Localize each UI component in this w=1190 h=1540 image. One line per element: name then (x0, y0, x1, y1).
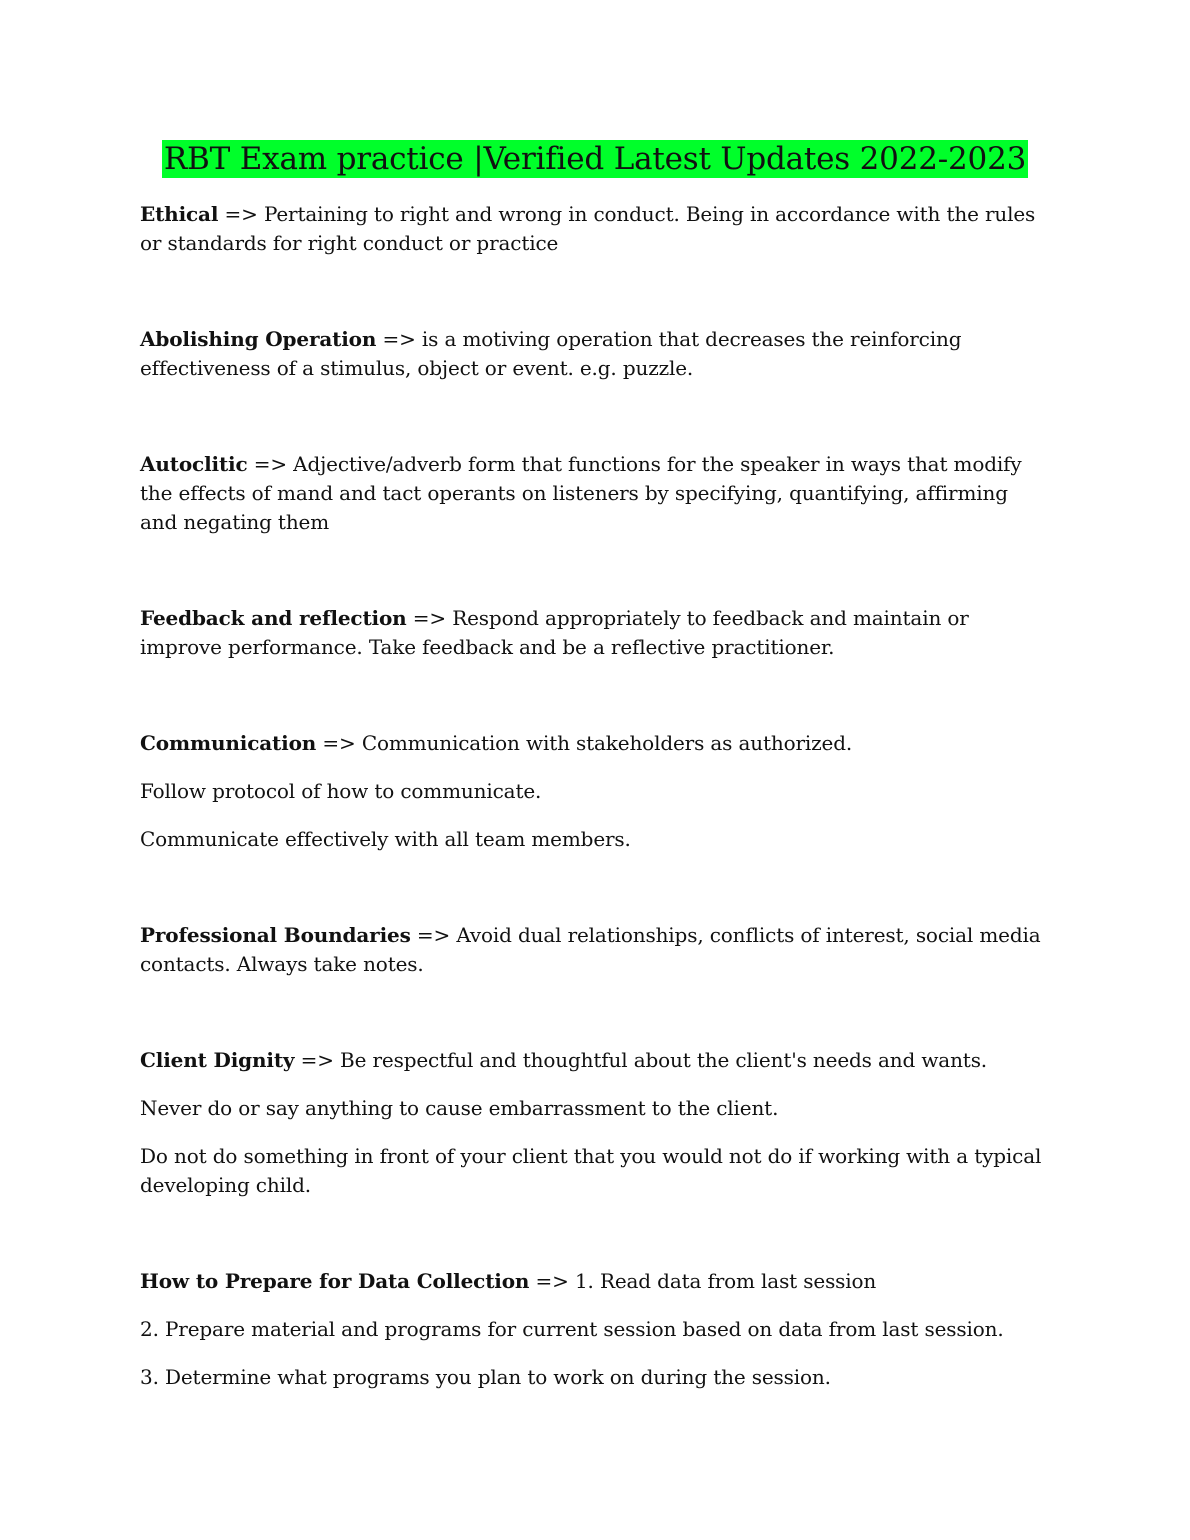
entry-separator: => (247, 452, 294, 476)
entry-paragraph: Communicate effectively with all team members. (140, 827, 631, 851)
entry-definition: Respond appropriately to feedback and maintain or improve performance. Take feedback and be a reflective practitioner. (140, 606, 969, 659)
entry-separator: => (529, 1269, 575, 1293)
entry-term: Professional Boundaries (140, 923, 411, 947)
entry (140, 325, 1050, 383)
entry-paragraph: Do not do something in front of your client that you would not do if working with a typical developing child. (140, 1144, 1042, 1197)
entry-separator: => (410, 923, 457, 947)
entry-first-paragraph (140, 1267, 1050, 1296)
entry-term: How to Prepare for Data Collection (140, 1269, 530, 1293)
entry (140, 1046, 1050, 1200)
entry-definition: Communication with stakeholders as authorized. (361, 731, 853, 755)
entry-separator: => (294, 1048, 341, 1072)
document-title: RBT Exam practice |Verified Latest Updates 2022-2023 (163, 141, 1027, 177)
title-container (0, 140, 1190, 178)
entry-first-paragraph (140, 325, 1050, 383)
entry-first-paragraph (140, 729, 1050, 758)
entry-separator: => (406, 606, 453, 630)
entry-definition: Be respectful and thoughtful about the client's needs and wants. (340, 1048, 988, 1072)
entry-paragraph: Never do or say anything to cause embarrassment to the client. (140, 1096, 779, 1120)
entry (140, 1267, 1050, 1392)
entry (140, 450, 1050, 537)
entry (140, 604, 1050, 662)
entry-first-paragraph (140, 1046, 1050, 1075)
entry-first-paragraph (140, 921, 1050, 979)
entry-first-paragraph (140, 200, 1050, 258)
entry-separator: => (218, 202, 264, 226)
entry-paragraph: 3. Determine what programs you plan to work on during the session. (140, 1365, 831, 1389)
entry-term: Autoclitic (140, 452, 248, 476)
entry-first-paragraph (140, 450, 1050, 537)
entry-definition: Avoid dual relationships, conflicts of interest, social media contacts. Always take notes. (140, 923, 1041, 976)
entry-term: Client Dignity (140, 1048, 295, 1072)
entry-term: Feedback and reflection (140, 606, 407, 630)
entry-separator: => (316, 731, 362, 755)
entry-term: Communication (140, 731, 317, 755)
entry-paragraph: Follow protocol of how to communicate. (140, 779, 542, 803)
entry (140, 729, 1050, 854)
entry-term: Abolishing Operation (140, 327, 377, 351)
entry-first-paragraph (140, 604, 1050, 662)
entry-definition: Adjective/adverb form that functions for the speaker in ways that modify the effects of mand and tact operants on listeners by specifying, quantifying, affirming and negating them (140, 452, 1022, 534)
entry-definition: Pertaining to right and wrong in conduct. Being in accordance with the rules or standards for right conduct or practice (140, 202, 1036, 255)
entry-definition: 1. Read data from last session (574, 1269, 877, 1293)
entry-definition: is a motiving operation that decreases the reinforcing effectiveness of a stimulus, object or event. e.g. puzzle. (140, 327, 962, 380)
document-body (140, 200, 1050, 1459)
entry (140, 200, 1050, 258)
entry-separator: => (376, 327, 422, 351)
entry-term: Ethical (140, 202, 219, 226)
entry-paragraph: 2. Prepare material and programs for current session based on data from last session. (140, 1317, 1004, 1341)
entry (140, 921, 1050, 979)
